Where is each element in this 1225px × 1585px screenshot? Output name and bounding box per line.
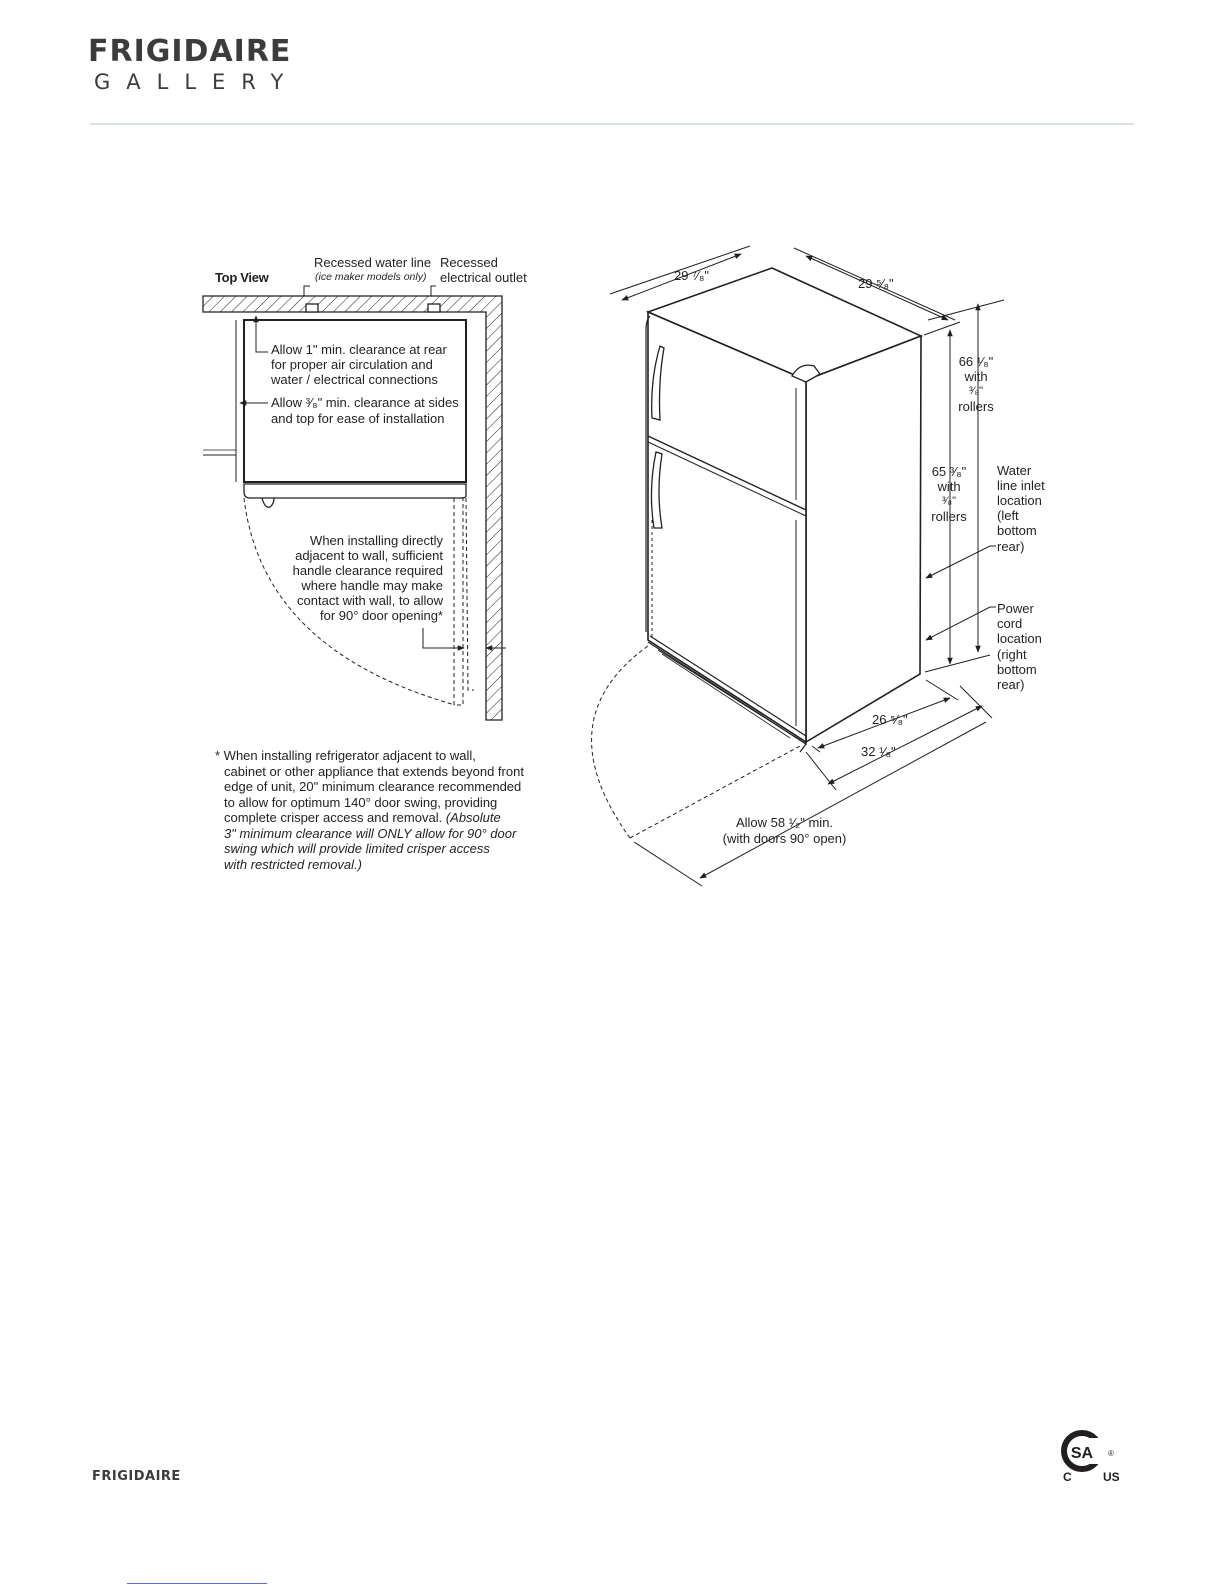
csa-cert-mark: [1064, 1433, 1114, 1469]
footnote-line-2: cabinet or other appliance that extends beyond front: [224, 763, 524, 779]
outlet-label-2: electrical outlet: [440, 270, 527, 285]
brand-logo: FRIGIDAIRE: [88, 34, 292, 69]
height-66-value: 66 ¹⁄₈": [958, 354, 994, 369]
handle-note-6: for 90° door opening*: [319, 608, 443, 623]
water-inlet-label-2: line inlet: [997, 478, 1045, 493]
footnote-line-5b: (Absolute: [445, 810, 501, 825]
csa-c-label: C: [1063, 1470, 1072, 1484]
footnote-line-3: edge of unit, 20" minimum clearance recommended: [224, 779, 522, 794]
handle-note-5: contact with wall, to allow: [297, 593, 443, 608]
height-66-roller-size: ³⁄₈": [969, 385, 983, 397]
rear-clearance-2: for proper air circulation and: [271, 357, 433, 372]
water-inlet-label-4: (left: [997, 508, 1019, 523]
top-view-title: Top View: [215, 270, 269, 285]
height-66-rollers: rollers: [958, 399, 994, 414]
footnote-line-4: to allow for optimum 140° door swing, providing: [224, 794, 498, 810]
handle-note-4: where handle may make: [301, 578, 443, 593]
side-clearance-2: and top for ease of installation: [271, 411, 445, 426]
height-65-with: with: [937, 479, 961, 494]
water-inlet-label-3: location: [997, 493, 1042, 508]
rear-clearance-1: Allow 1" min. clearance at rear: [271, 342, 447, 357]
power-cord-label-2: cord: [997, 616, 1023, 631]
power-cord-label-6: rear): [997, 677, 1025, 692]
power-cord-label-5: bottom: [997, 662, 1037, 677]
side-clearance-1: Allow ³⁄₈" min. clearance at sides: [271, 395, 459, 410]
csa-us-label: US: [1103, 1470, 1120, 1484]
water-line-note: (ice maker models only): [315, 271, 427, 283]
power-cord-label-1: Power: [997, 601, 1034, 616]
height-65-roller-size: ³⁄₈": [942, 495, 956, 507]
footnote-line-1: * When installing refrigerator adjacent to wall,: [215, 748, 476, 763]
power-cord-label-4: (right: [997, 647, 1027, 662]
bottom-link-underline[interactable]: [127, 1583, 267, 1584]
door-open-clearance-1: Allow 58 ¹⁄₂" min.: [735, 815, 834, 830]
footnote-line-7: swing which will provide limited crisper access: [224, 841, 490, 856]
handle-note-2: adjacent to wall, sufficient: [295, 548, 443, 563]
installation-footnote: [215, 748, 535, 872]
footer-brand-logo: FRIGIDAIRE: [92, 1469, 181, 1484]
height-65-value: 65 ³⁄₈": [931, 464, 967, 479]
svg-text:®: ®: [1108, 1449, 1114, 1458]
height-65-rollers: rollers: [931, 509, 967, 524]
footnote-line-5: [215, 810, 535, 826]
outlet-label-1: Recessed: [440, 255, 498, 270]
brand-logo-sub: GALLERY: [94, 70, 300, 94]
svg-text:SA: SA: [1070, 1445, 1094, 1462]
depth-total-dimension: 32 ¹⁄₈": [861, 744, 896, 759]
door-open-clearance-2: (with doors 90° open): [722, 831, 847, 846]
footnote-line-8: with restricted removal.): [224, 856, 362, 872]
footnote-line-6: 3" minimum clearance will ONLY allow for 90° door: [224, 825, 517, 841]
power-cord-label-3: location: [997, 631, 1042, 646]
depth-dimension-top: 29 ⁵⁄₈": [858, 276, 894, 291]
water-inlet-label-5: bottom: [997, 523, 1037, 538]
water-line-label: Recessed water line: [314, 255, 432, 270]
handle-note-3: handle clearance required: [292, 563, 443, 578]
water-inlet-label-1: Water: [997, 463, 1032, 478]
water-inlet-label-6: rear): [997, 539, 1025, 554]
height-66-with: with: [964, 369, 988, 384]
rear-clearance-3: water / electrical connections: [271, 372, 438, 387]
depth-body-dimension: 26 ⁵⁄₈": [872, 712, 908, 727]
width-dimension: 29 ⁷⁄₈": [674, 268, 709, 283]
footnote-line-5a: complete crisper access and removal.: [224, 810, 446, 825]
handle-note-1: When installing directly: [310, 533, 443, 548]
